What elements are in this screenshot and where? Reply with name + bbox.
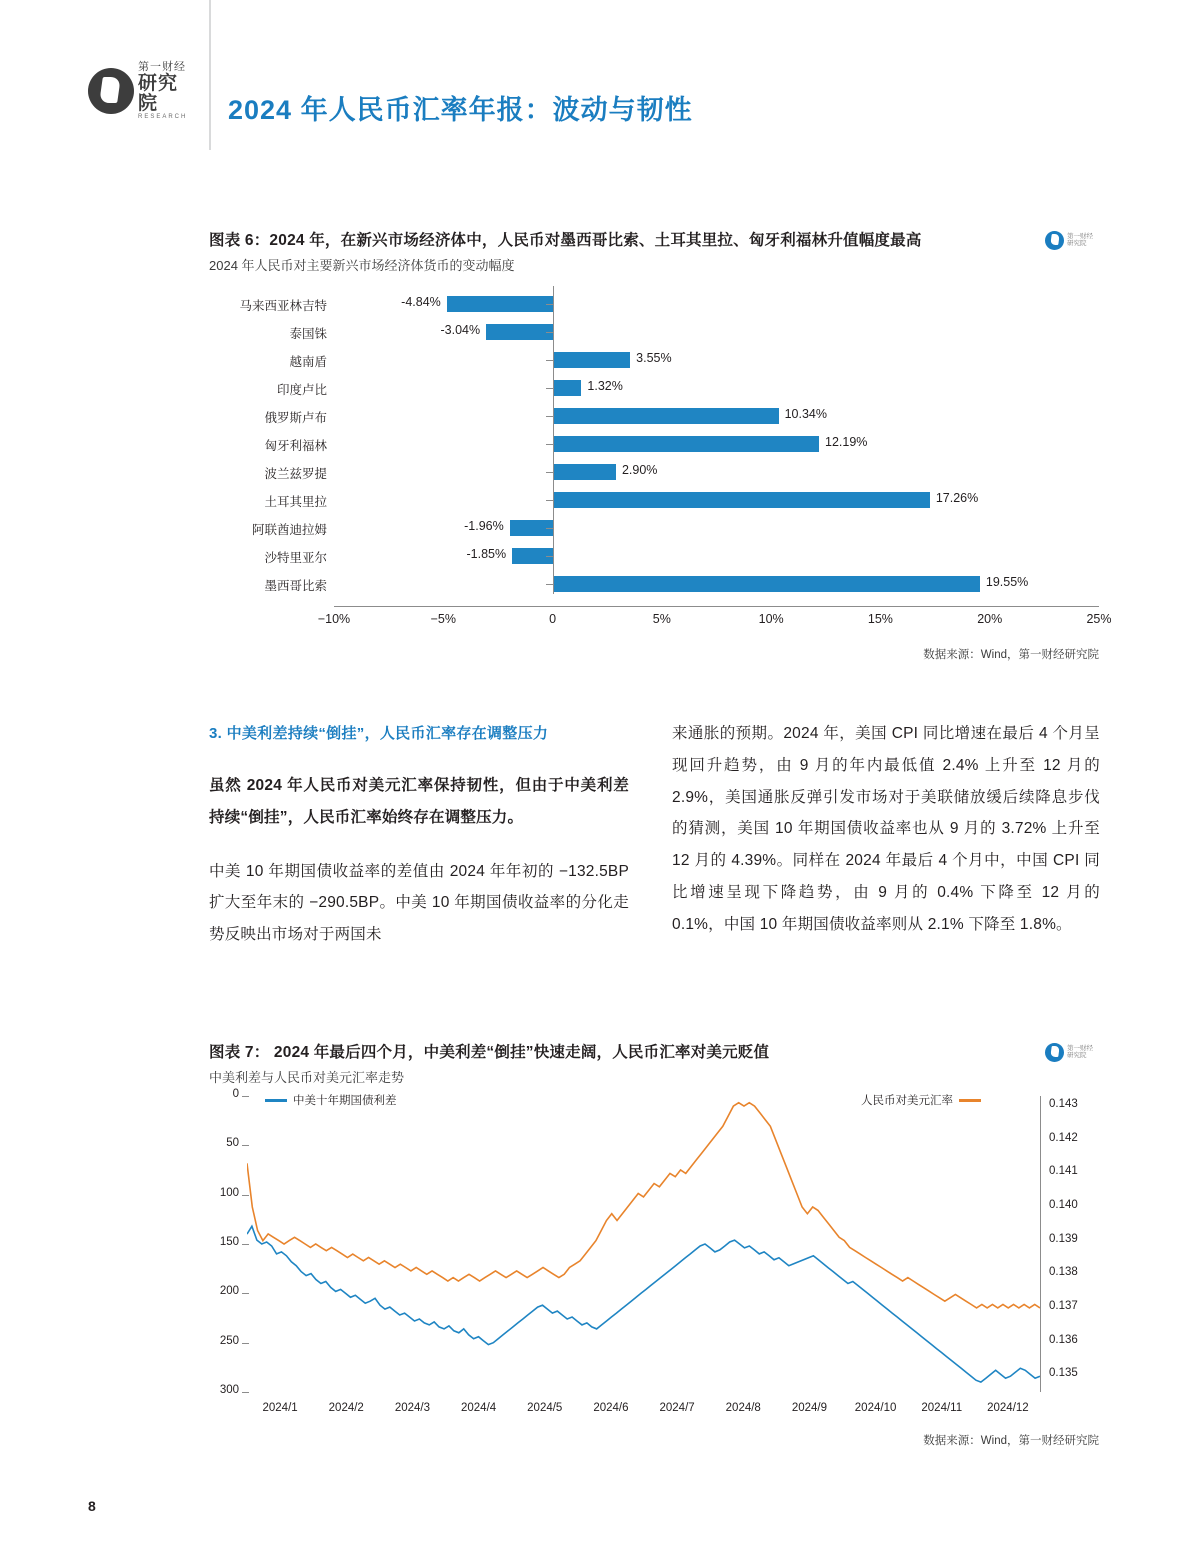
figure-7 [209,1040,1099,1448]
legend-item-fx [861,1092,981,1108]
brand-circle-icon [1045,231,1064,250]
category-label: 阿联酋迪拉姆 [251,523,327,537]
x-tick-label: 5% [652,612,671,626]
figure-6 [209,228,1112,662]
legend-swatch [959,1099,981,1102]
page-number: 8 [88,1498,96,1514]
figure-6-title: 图表 6：2024 年，在新兴市场经济体中，人民币对墨西哥比索、土耳其里拉、匈牙利福林升值幅度最高 [209,232,922,249]
paragraph-3: 来通胀的预期。2024 年，美国 CPI 同比增速在最后 4 个月呈现回升趋势，由 9 月的年内最低值 2.4% 上升至 12 月的 2.9%，美国通胀反弹引发市场对于美联储放缓后续降息步伐的猜测，美国 10 年期国债收益率也从 9 月的 3.72% 上升至 12 月的 4.39%。同样在 2024 年最后 4 个月中，中国 CPI 同比增速呈现下降趋势，由 9 月的 0.4% 下降至 12 月的 0.1%，中国 10 年期国债收益率则从 2.1% 下降至 1.8%。 [672,725,1100,933]
body-column-left [209,770,629,951]
x-axis-line [334,606,1099,607]
logo-line1: 第一财经 [138,61,186,74]
y-right-tick-label: 0.138 [1049,1266,1078,1279]
category-tick [546,556,553,557]
category-tick [546,416,553,417]
x-tick-label: 2024/6 [593,1402,629,1414]
category-label: 越南盾 [289,355,327,369]
category-tick [546,444,553,445]
x-tick-label: 20% [977,612,1003,626]
category-tick [546,304,553,305]
bar-value-label: 17.26% [935,491,979,505]
y-left-tick [242,1392,249,1393]
x-tick-label: 0 [549,612,557,626]
x-tick-label: −10% [317,612,351,626]
body-column-right [672,718,1100,940]
section-3-heading: 3. 中美利差持续“倒挂”，人民币汇率存在调整压力 [209,725,549,742]
header-divider [209,0,211,150]
x-tick-label: 2024/2 [328,1402,364,1414]
x-tick-label: 15% [867,612,893,626]
y-right-tick-label: 0.137 [1049,1299,1078,1312]
bar-6 [553,464,616,480]
y-right-tick-label: 0.143 [1049,1098,1078,1111]
y-left-tick-label: 0 [232,1088,239,1100]
x-tick-label: 10% [758,612,784,626]
bar-2 [553,352,631,368]
category-label: 俄罗斯卢布 [264,411,327,425]
y-left-tick-label: 150 [219,1236,239,1248]
x-tick-label: −5% [430,612,456,626]
category-label: 印度卢比 [276,383,327,397]
figure-6-brand-badge [1045,230,1101,250]
badge-line2: 研究院 [1067,1052,1087,1059]
bar-value-label: -1.85% [466,547,507,561]
category-label: 土耳其里拉 [264,495,327,509]
series-line-1 [247,1103,1040,1308]
y-left-tick-label: 100 [219,1186,239,1199]
y-left-tick [242,1096,249,1097]
badge-line2: 研究院 [1067,240,1087,247]
category-label: 马来西亚林吉特 [239,299,327,313]
x-tick-label: 2024/10 [854,1402,897,1414]
bar-value-label: 19.55% [985,575,1029,589]
legend-swatch [265,1099,287,1102]
y-right-tick-label: 0.140 [1049,1199,1078,1211]
bar-value-label: -3.04% [440,323,481,337]
logo-line2: 研究院 [138,72,179,114]
bar-value-label: 2.90% [621,463,658,477]
x-tick-label: 2024/5 [527,1402,563,1414]
figure-6-subtitle: 2024 年人民币对主要新兴市场经济体货币的变动幅度 [209,258,515,273]
bar-5 [553,436,819,452]
x-tick-label: 25% [1086,612,1112,626]
brand-logo [88,62,188,120]
legend-label: 人民币对美元汇率 [861,1095,953,1107]
x-tick-label: 2024/9 [791,1402,827,1414]
brand-circle-icon [1045,1043,1064,1062]
figure-6-source: 数据来源：Wind，第一财经研究院 [923,649,1099,661]
x-tick-label: 2024/12 [987,1402,1029,1414]
figure-7-series-svg [247,1096,1040,1392]
y-left-tick-label: 250 [219,1334,239,1347]
bar-value-label: -1.96% [464,519,504,533]
bar-7 [553,492,930,508]
figure-7-chart [209,1088,1099,1426]
y-right-tick-label: 0.141 [1049,1165,1078,1178]
badge-line1: 第一财经 [1067,1044,1093,1052]
y-left-tick-label: 300 [219,1384,239,1396]
legend-item-spread [265,1092,397,1108]
category-tick [546,500,553,501]
category-tick [546,584,553,585]
y-left-tick [242,1293,249,1294]
bar-1 [486,324,552,340]
category-label: 墨西哥比索 [264,579,327,593]
paragraph-1: 虽然 2024 年人民币对美元汇率保持韧性，但由于中美利差持续“倒挂”，人民币汇率始终存在调整压力。 [209,777,629,826]
page-header [0,0,1181,155]
bar-10 [553,576,980,592]
x-tick-label: 2024/3 [394,1402,430,1414]
figure-7-plot-area [247,1096,1041,1392]
y-left-tick [242,1195,249,1196]
y-left-tick [242,1244,249,1245]
x-tick-label: 2024/11 [921,1402,963,1414]
zero-axis-line [553,286,554,594]
category-label: 匈牙利福林 [264,439,327,453]
bar-value-label: 10.34% [784,407,827,421]
y-left-tick-label: 50 [226,1137,239,1150]
category-tick [546,360,553,361]
bar-0 [447,296,553,312]
category-tick [546,332,553,333]
bar-value-label: 12.19% [825,435,868,449]
bar-value-label: 1.32% [587,379,623,393]
figure-7-title: 图表 7： 2024 年最后四个月，中美利差“倒挂”快速走阔，人民币汇率对美元贬值 [209,1044,770,1061]
bar-4 [553,408,779,424]
y-left-tick-label: 200 [219,1285,239,1298]
category-label: 沙特里亚尔 [264,551,327,565]
logo-mark-icon [88,68,134,114]
figure-7-source: 数据来源：Wind，第一财经研究院 [923,1435,1099,1447]
x-tick-label: 2024/1 [262,1402,298,1414]
y-right-tick-label: 0.142 [1049,1131,1078,1144]
page-title: 2024 年人民币汇率年报：波动与韧性 [228,95,693,125]
x-tick-label: 2024/8 [725,1402,761,1414]
series-line-0 [247,1226,1040,1382]
y-right-tick-label: 0.135 [1049,1367,1078,1380]
category-label: 波兰兹罗提 [264,467,327,481]
x-tick-label: 2024/4 [460,1402,497,1414]
bar-value-label: -4.84% [401,295,441,309]
bar-3 [553,380,582,396]
x-tick-label: 2024/7 [659,1402,695,1414]
bar-value-label: 3.55% [636,351,672,365]
y-right-tick-label: 0.139 [1049,1232,1078,1245]
category-tick [546,388,553,389]
figure-7-subtitle: 中美利差与人民币对美元汇率走势 [209,1070,405,1085]
paragraph-2: 中美 10 年期国债收益率的差值由 2024 年年初的 −132.5BP 扩大至年末的 −290.5BP。中美 10 年期国债收益率的分化走势反映出市场对于两国未 [209,862,629,944]
category-tick [546,472,553,473]
y-left-tick [242,1145,249,1146]
category-tick [546,528,553,529]
figure-6-chart [209,286,1112,638]
category-label: 泰国铢 [289,327,327,341]
logo-en: RESEARCH [138,113,188,120]
figure-6-plot-area [317,286,1112,638]
y-left-tick [242,1343,249,1344]
badge-line1: 第一财经 [1067,232,1093,240]
figure-7-brand-badge [1045,1042,1101,1062]
legend-label: 中美十年期国债利差 [293,1095,397,1107]
y-right-tick-label: 0.136 [1049,1333,1078,1346]
